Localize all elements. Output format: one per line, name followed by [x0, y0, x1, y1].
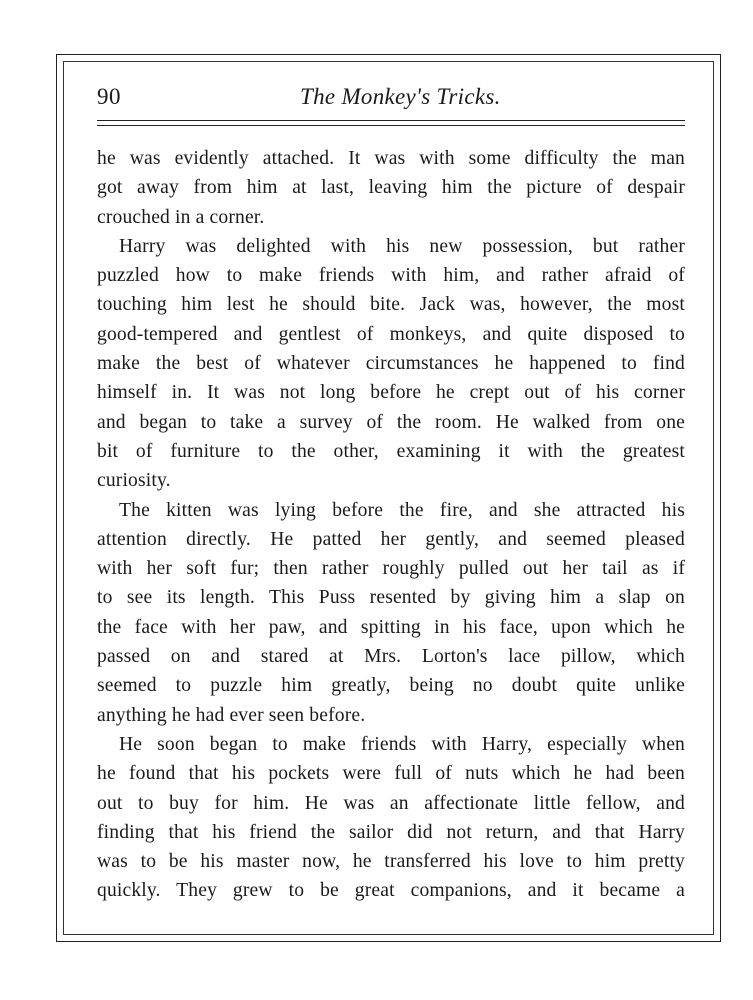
text-line: bit of furniture to the other, examining it with the greatest [97, 440, 685, 462]
header-rule-double [97, 125, 685, 126]
text-line: anything he had ever seen before. [97, 704, 366, 726]
text-line: Harry was delighted with his new possession, but rather [119, 235, 685, 257]
paragraph [97, 730, 685, 906]
text-line: attention directly. He patted her gently, and seemed pleased [97, 528, 685, 550]
paragraph [97, 496, 685, 730]
running-title: The Monkey's Tricks. [300, 84, 501, 109]
body-text [97, 144, 685, 906]
text-line: and began to take a survey of the room. He walked from one [97, 411, 685, 433]
paragraph [97, 144, 685, 232]
text-line: was to be his master now, he transferred his love to him pretty [97, 851, 685, 873]
text-line: out to buy for him. He was an affectionate little fellow, and [97, 792, 685, 814]
text-line: curiosity. [97, 470, 171, 492]
text-line: himself in. It was not long before he crept out of his corner [97, 382, 685, 404]
text-line: he was evidently attached. It was with some difficulty the man [97, 148, 685, 169]
text-line: The kitten was lying before the fire, and she attracted his [119, 499, 685, 521]
text-line: good-tempered and gentlest of monkeys, and quite disposed to [97, 323, 685, 345]
page-header [97, 80, 685, 112]
text-line: quickly. They grew to be great companions, and it became a [97, 880, 685, 902]
paragraph [97, 232, 685, 496]
page-number: 90 [97, 84, 121, 109]
text-line: seemed to puzzle him greatly, being no doubt quite unlike [97, 675, 685, 697]
text-line: with her soft fur; then rather roughly pulled out her tail as if [97, 558, 685, 580]
text-line: crouched in a corner. [97, 206, 265, 228]
text-line: the face with her paw, and spitting in his face, upon which he [97, 616, 685, 638]
text-line: make the best of whatever circumstances he happened to find [97, 353, 685, 375]
text-line: finding that his friend the sailor did not return, and that Harry [97, 821, 685, 843]
text-line: puzzled how to make friends with him, and rather afraid of [97, 265, 685, 287]
text-line: to see its length. This Puss resented by giving him a slap on [97, 587, 685, 609]
text-line: touching him lest he should bite. Jack was, however, the most [97, 294, 685, 316]
text-line: He soon began to make friends with Harry, especially when [119, 733, 685, 755]
text-line: got away from him at last, leaving him the picture of despair [97, 177, 685, 199]
text-line: passed on and stared at Mrs. Lorton's lace pillow, which [97, 646, 685, 668]
text-line: he found that his pockets were full of nuts which he had been [97, 763, 685, 785]
header-rule [97, 120, 685, 121]
